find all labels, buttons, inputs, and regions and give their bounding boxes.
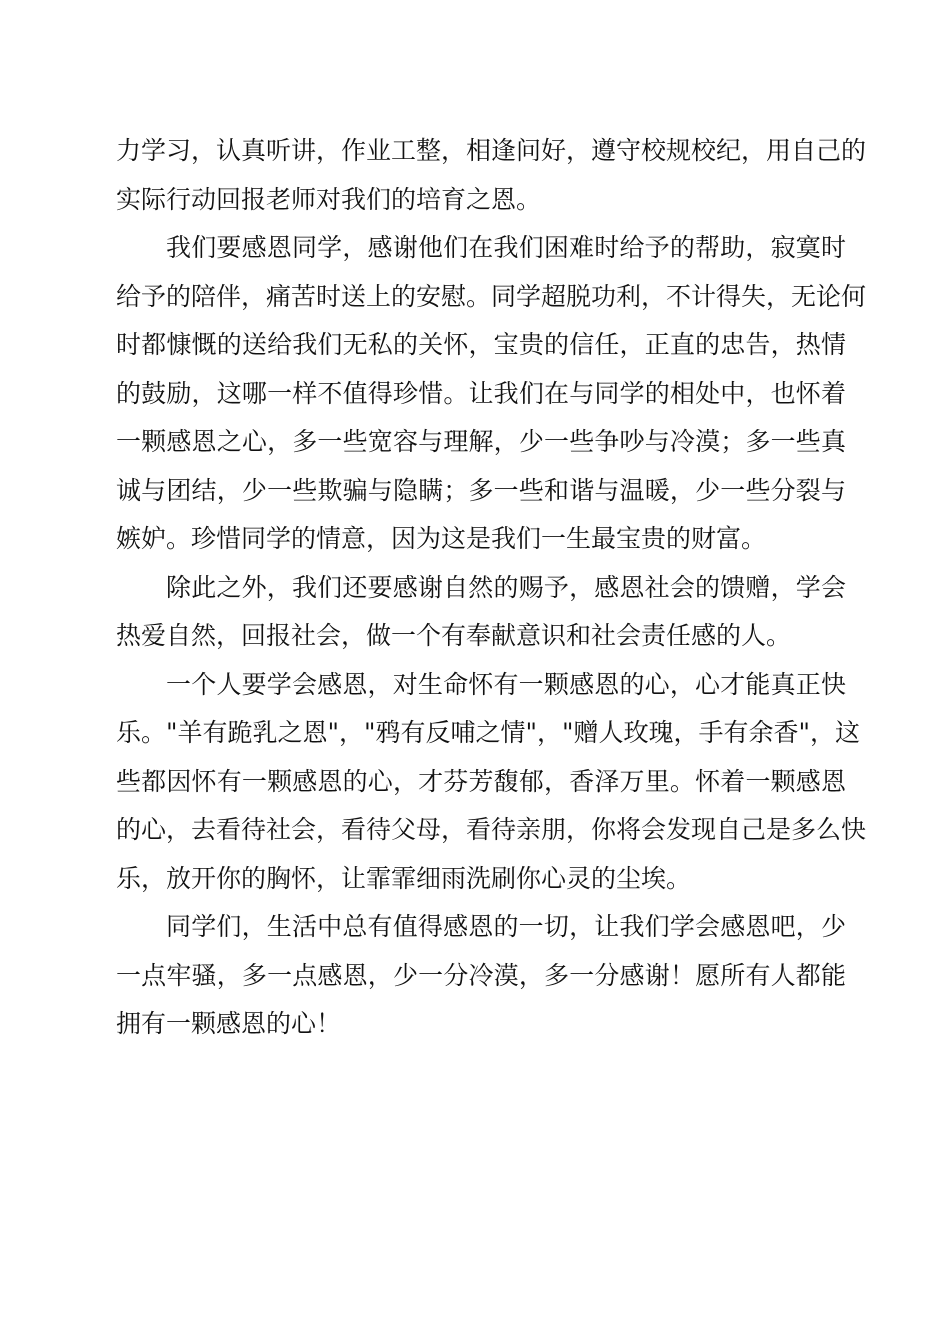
text-line: 嫉妒。珍惜同学的情意，因为这是我们一生最宝贵的财富。 [116, 524, 767, 553]
text-line: 些都因怀有一颗感恩的心，才芬芳馥郁，香泽万里。怀着一颗感恩 [116, 766, 846, 796]
text-line: 的心，去看待社会，看待父母，看待亲朋，你将会发现自己是多么快 [116, 815, 867, 844]
text-line: 一颗感恩之心，多一些宽容与理解，少一些争吵与冷漠；多一些真 [116, 427, 846, 456]
text-line: 热爱自然，回报社会，做一个有奉献意识和社会责任感的人。 [116, 621, 792, 650]
text-line: 一个人要学会感恩，对生命怀有一颗感恩的心，心才能真正快 [166, 669, 846, 699]
paragraph-5 [116, 903, 846, 1049]
paragraph-1 [116, 127, 867, 224]
paragraph-3 [116, 564, 846, 661]
paragraph-4 [116, 661, 867, 904]
text-line: 一点牢骚，多一点感恩，少一分冷漠，多一分感谢！愿所有人都能 [116, 960, 846, 990]
text-line: 时都慷慨的送给我们无私的关怀，宝贵的信任，正直的忠告，热情 [116, 330, 846, 359]
paragraph-2 [116, 224, 867, 564]
text-line: 诚与团结，少一些欺骗与隐瞒；多一些和谐与温暖，少一些分裂与 [116, 475, 846, 505]
text-line: 力学习，认真听讲，作业工整，相逢问好，遵守校规校纪，用自己的 [116, 136, 867, 165]
text-line: 乐。"羊有跪乳之恩"，"鸦有反哺之情"，"赠人玫瑰，手有余香"，这 [116, 718, 860, 747]
text-line: 拥有一颗感恩的心！ [116, 1009, 342, 1038]
text-line: 的鼓励，这哪一样不值得珍惜。让我们在与同学的相处中，也怀着 [116, 378, 846, 408]
text-line: 实际行动回报老师对我们的培育之恩。 [116, 184, 542, 214]
text-line: 我们要感恩同学，感谢他们在我们困难时给予的帮助，寂寞时 [166, 233, 846, 262]
text-line: 同学们，生活中总有值得感恩的一切，让我们学会感恩吧，少 [166, 912, 846, 941]
text-line: 除此之外，我们还要感谢自然的赐予，感恩社会的馈赠，学会 [166, 572, 846, 602]
text-line: 乐，放开你的胸怀，让霏霏细雨洗刷你心灵的尘埃。 [116, 863, 692, 893]
document-body [116, 127, 867, 1049]
text-line: 给予的陪伴，痛苦时送上的安慰。同学超脱功利，不计得失，无论何 [116, 281, 867, 311]
